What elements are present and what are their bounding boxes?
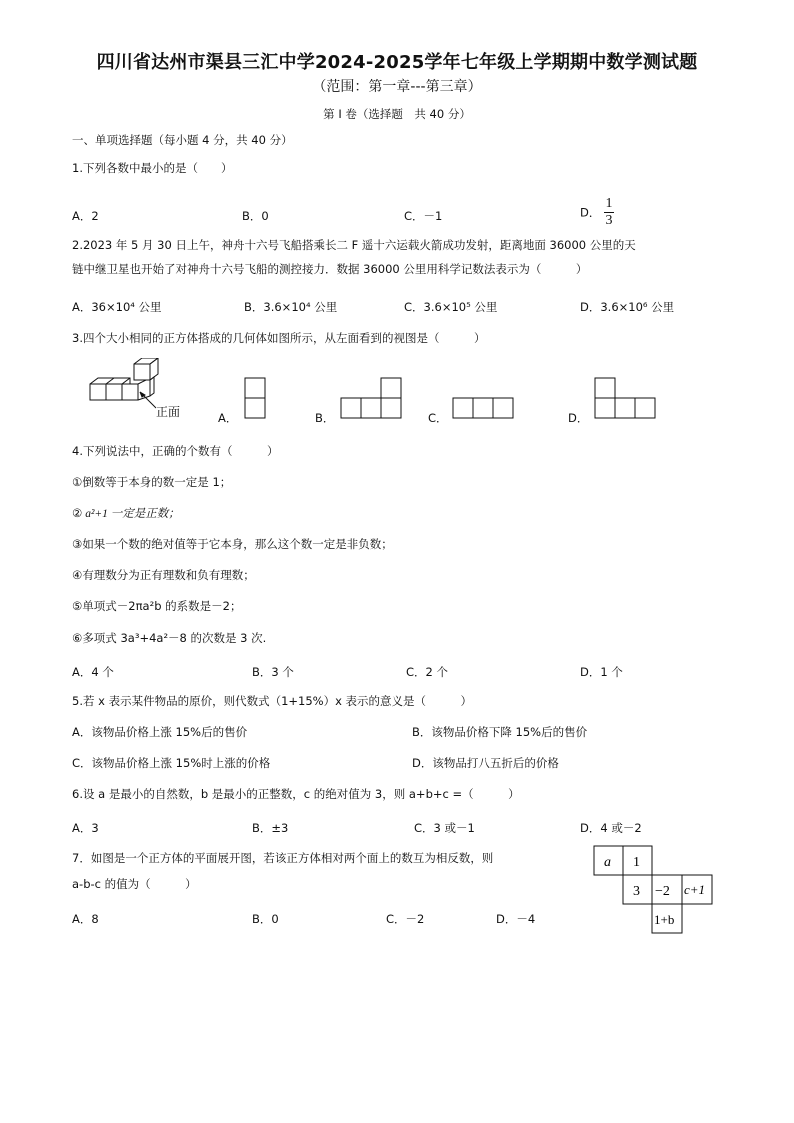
statement-text: 倒数等于本身的数一定是 1； [82, 475, 232, 489]
q6-option-a: A．3 [72, 821, 99, 835]
q5-stem: 5.若 x 表示某件物品的原价，则代数式（1+15%）x 表示的意义是（ ） [72, 694, 473, 708]
section-heading: 一、单项选择题（每小题 4 分，共 40 分） [72, 133, 293, 147]
cube-front-face [90, 384, 106, 400]
q2-stem-line2: 链中继卫星也开始了对神舟十六号飞船的测控接力．数据 36000 公里用科学记数法表示为（ ） [72, 262, 588, 276]
q1-option-d [580, 196, 614, 229]
exam-title: 四川省达州市渠县三汇中学2024-2025学年七年级上学期期中数学测试题 [96, 52, 698, 73]
cube-front-face [122, 384, 138, 400]
statement-text: 如果一个数的绝对值等于它本身，那么这个数一定是非负数； [82, 537, 393, 551]
q3-option-d: D． [568, 411, 589, 425]
statement-text: a²+1 一定是正数； [82, 508, 180, 520]
circled-number: ② [72, 506, 83, 520]
q3-solid-figure [86, 358, 190, 420]
q2-option-c: C．3.6×10⁵ 公里 [404, 300, 498, 314]
q4-option-d: D．1 个 [580, 665, 623, 679]
q7-option-d: D．－4 [496, 912, 536, 926]
statement-text: 单项式－2πa²b 的系数是－2； [82, 599, 242, 613]
q4-statement-1 [72, 474, 231, 490]
q3-stem: 3.四个大小相同的正方体搭成的几何体如图所示，从左面看到的视图是（ ） [72, 331, 486, 345]
exam-scope: （范围：第一章---第三章） [312, 79, 482, 95]
q2-option-b: B．3.6×10⁴ 公里 [244, 300, 338, 314]
q5-option-d: D．该物品打八五折后的价格 [412, 756, 559, 770]
q2-option-d: D．3.6×10⁶ 公里 [580, 300, 675, 314]
q7-stem-line2: a-b-c 的值为（ ） [72, 877, 197, 891]
q4-statement-6 [72, 630, 266, 646]
q4-statement-2 [72, 505, 180, 521]
q5-option-b: B．该物品价格下降 15%后的售价 [412, 725, 588, 739]
circled-number: ④ [72, 568, 83, 582]
q3-view-b [340, 377, 404, 421]
circled-number: ① [72, 475, 83, 489]
fraction-one-third [604, 196, 614, 229]
statement-text: 多项式 3a³+4a²－8 的次数是 3 次. [82, 631, 267, 645]
net-label: 1 [633, 855, 640, 870]
q1-option-a: A．2 [72, 209, 99, 223]
q3-view-d [594, 377, 658, 421]
circled-number: ⑥ [72, 631, 83, 645]
front-label: 正面 [156, 405, 181, 419]
volume-heading: 第 Ⅰ 卷（选择题 共 40 分） [323, 107, 471, 121]
q3-option-a: A． [218, 411, 238, 425]
q7-stem-line1: 7．如图是一个正方体的平面展开图，若该正方体相对两个面上的数互为相反数，则 [72, 851, 494, 865]
q3-view-a [244, 377, 268, 421]
fraction-numerator: 1 [605, 196, 613, 211]
q5-option-c: C．该物品价格上涨 15%时上涨的价格 [72, 756, 271, 770]
net-label: a [604, 855, 611, 870]
q1-stem: 1.下列各数中最小的是（ ） [72, 161, 233, 175]
q2-option-a: A．36×10⁴ 公里 [72, 300, 162, 314]
q7-option-c: C．－2 [386, 912, 425, 926]
q6-stem: 6.设 a 是最小的自然数，b 是最小的正整数，c 的绝对值为 3，则 a+b+c =（ ） [72, 787, 520, 801]
net-label: 3 [633, 884, 640, 899]
q6-option-c: C．3 或－1 [414, 821, 475, 835]
statement-text: 有理数分为正有理数和负有理数； [82, 568, 255, 582]
q3-option-b: B． [315, 411, 335, 425]
q1-option-c: C．－1 [404, 209, 443, 223]
q3-view-c [452, 397, 516, 421]
q7-option-a: A．8 [72, 912, 99, 926]
cube-front-face [134, 364, 150, 380]
q4-option-a: A．4 个 [72, 665, 114, 679]
q6-option-b: B．±3 [252, 821, 289, 835]
q4-option-c: C．2 个 [406, 665, 449, 679]
net-label: c+1 [684, 882, 706, 897]
cube-net-figure [593, 845, 717, 937]
q1-option-b: B．0 [242, 209, 269, 223]
circled-number: ③ [72, 537, 83, 551]
q4-statement-4 [72, 567, 255, 583]
q6-option-d: D．4 或－2 [580, 821, 642, 835]
q3-option-c: C． [428, 411, 448, 425]
circled-number: ⑤ [72, 599, 83, 613]
fraction-denominator: 3 [605, 213, 613, 228]
q4-statement-3 [72, 536, 393, 552]
q1-option-d-label: D． [580, 205, 601, 220]
q7-option-b: B．0 [252, 912, 279, 926]
q4-stem: 4.下列说法中，正确的个数有（ ） [72, 444, 279, 458]
q4-statement-5 [72, 598, 241, 614]
net-label: −2 [655, 884, 670, 899]
cube-front-face [106, 384, 122, 400]
q2-stem-line1: 2.2023 年 5 月 30 日上午，神舟十六号飞船搭乘长二 F 遥十六运载火箭成功发射，距离地面 36000 公里的天 [72, 238, 636, 252]
net-label: 1+b [654, 912, 675, 927]
q4-option-b: B．3 个 [252, 665, 294, 679]
q5-option-a: A．该物品价格上涨 15%后的售价 [72, 725, 248, 739]
